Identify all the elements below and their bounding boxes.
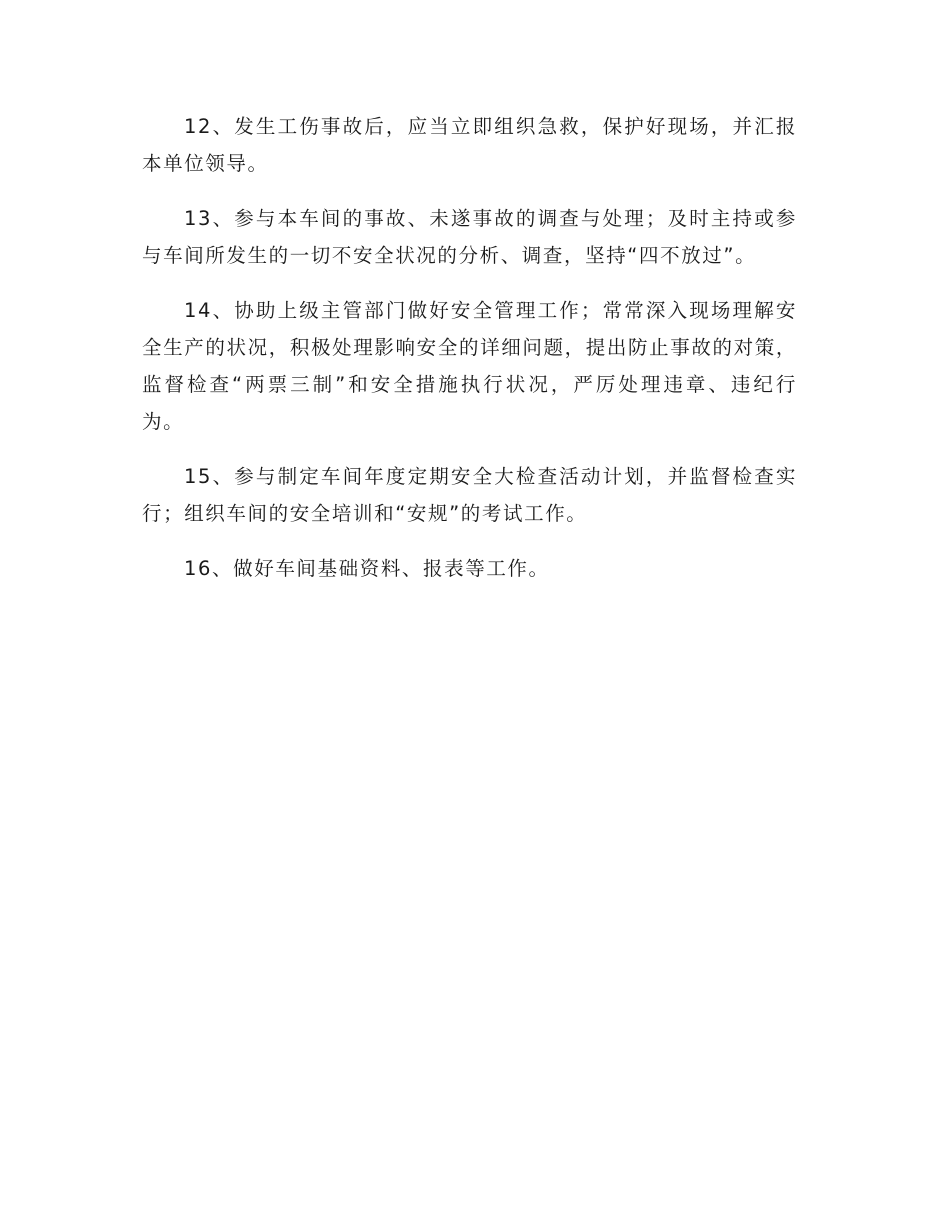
paragraph-item-14: 14、协助上级主管部门做好安全管理工作；常常深入现场理解安全生产的状况，积极处理影响安全的详细问题，提出防止事故的对策，监督检查“两票三制”和安全措施执行状况，严厉处理违章、违纪行为。: [142, 299, 797, 433]
paragraph-item-13: 13、参与本车间的事故、未遂事故的调查与处理；及时主持或参与车间所发生的一切不安全状况的分析、调查，坚持“四不放过”。: [142, 207, 797, 267]
paragraph-item-16: 16、做好车间基础资料、报表等工作。: [184, 557, 550, 580]
paragraph-item-15: 15、参与制定车间年度定期安全大检查活动计划，并监督检查实行；组织车间的安全培训和“安规”的考试工作。: [142, 465, 797, 525]
paragraph-item-12: 12、发生工伤事故后，应当立即组织急救，保护好现场，并汇报本单位领导。: [142, 115, 797, 175]
document-body: [142, 108, 797, 605]
